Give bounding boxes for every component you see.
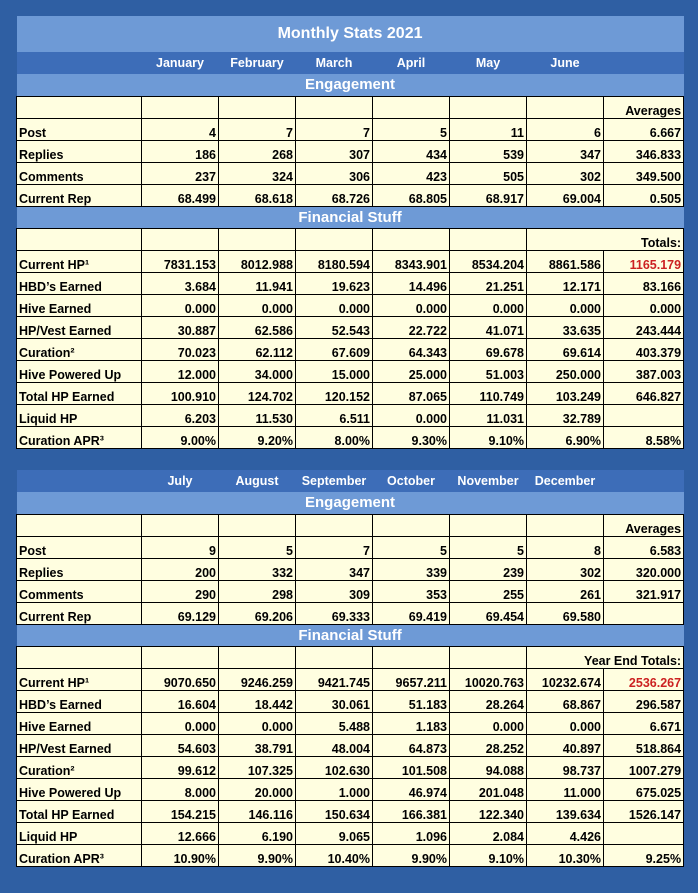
row-label: Current HP¹: [17, 250, 142, 272]
value-cell: 100.910: [142, 382, 219, 404]
value-cell: 62.586: [219, 316, 296, 338]
value-cell: 6.203: [142, 404, 219, 426]
value-cell: 1.000: [296, 778, 373, 800]
summary-cell: 6.667: [604, 118, 684, 140]
value-cell: 68.618: [219, 184, 296, 206]
table-row: [17, 734, 684, 756]
value-cell: 9.20%: [219, 426, 296, 448]
section-title-engagement: Engagement: [17, 492, 684, 514]
row-label: Hive Powered Up: [17, 360, 142, 382]
value-cell: 69.004: [527, 184, 604, 206]
note-row: [17, 96, 684, 118]
value-cell: 11.530: [219, 404, 296, 426]
month-header: January: [142, 52, 219, 74]
row-label: Curation APR³: [17, 844, 142, 866]
value-cell: 69.129: [142, 602, 219, 624]
summary-cell: 2536.267: [604, 668, 684, 690]
title-row: [17, 16, 684, 52]
value-cell: 306: [296, 162, 373, 184]
value-cell: 9.90%: [219, 844, 296, 866]
value-cell: 332: [219, 558, 296, 580]
blank-cell: [219, 514, 296, 536]
value-cell: 87.065: [373, 382, 450, 404]
value-cell: 9.065: [296, 822, 373, 844]
note-row: [17, 514, 684, 536]
summary-cell: 346.833: [604, 140, 684, 162]
summary-cell: 1007.279: [604, 756, 684, 778]
value-cell: 68.867: [527, 690, 604, 712]
value-cell: 30.887: [142, 316, 219, 338]
summary-cell: 1165.179: [604, 250, 684, 272]
page-title: Monthly Stats 2021: [17, 16, 684, 52]
summary-cell: 6.583: [604, 536, 684, 558]
blank-cell: [17, 514, 142, 536]
blank-cell: [450, 646, 527, 668]
summary-cell: 9.25%: [604, 844, 684, 866]
value-cell: 28.264: [450, 690, 527, 712]
value-cell: 98.737: [527, 756, 604, 778]
table-row: [17, 426, 684, 448]
blank-cell: [527, 514, 604, 536]
blank-cell: [296, 646, 373, 668]
table-row: [17, 162, 684, 184]
value-cell: 5: [373, 536, 450, 558]
value-cell: 7831.153: [142, 250, 219, 272]
table-row: [17, 712, 684, 734]
blank-cell: [373, 514, 450, 536]
summary-cell: 83.166: [604, 272, 684, 294]
blank-cell: [450, 96, 527, 118]
note-row: [17, 228, 684, 250]
blank-cell: [296, 514, 373, 536]
value-cell: 38.791: [219, 734, 296, 756]
value-cell: 8.00%: [296, 426, 373, 448]
row-label: HP/Vest Earned: [17, 734, 142, 756]
summary-cell: 0.505: [604, 184, 684, 206]
value-cell: 18.442: [219, 690, 296, 712]
value-cell: 324: [219, 162, 296, 184]
value-cell: 101.508: [373, 756, 450, 778]
table-row: [17, 690, 684, 712]
row-label: Curation APR³: [17, 426, 142, 448]
month-header: June: [527, 52, 604, 74]
value-cell: 62.112: [219, 338, 296, 360]
value-cell: 68.726: [296, 184, 373, 206]
row-label: Comments: [17, 162, 142, 184]
value-cell: 21.251: [450, 272, 527, 294]
value-cell: 0.000: [373, 404, 450, 426]
value-cell: 1.096: [373, 822, 450, 844]
value-cell: 32.789: [527, 404, 604, 426]
month-header: August: [219, 470, 296, 492]
value-cell: 6.90%: [527, 426, 604, 448]
table-row: [17, 822, 684, 844]
value-cell: 8534.204: [450, 250, 527, 272]
value-cell: 107.325: [219, 756, 296, 778]
row-label: Current HP¹: [17, 668, 142, 690]
row-label: HBD’s Earned: [17, 690, 142, 712]
value-cell: 0.000: [219, 294, 296, 316]
column-note: Averages: [604, 514, 684, 536]
section-header-financial: [17, 206, 684, 228]
table-row: [17, 756, 684, 778]
value-cell: 67.609: [296, 338, 373, 360]
value-cell: 120.152: [296, 382, 373, 404]
blank-cell: [450, 514, 527, 536]
month-header: September: [296, 470, 373, 492]
value-cell: 46.974: [373, 778, 450, 800]
blank-cell: [142, 514, 219, 536]
value-cell: 12.000: [142, 360, 219, 382]
value-cell: 423: [373, 162, 450, 184]
row-label: Replies: [17, 558, 142, 580]
value-cell: 22.722: [373, 316, 450, 338]
value-cell: 154.215: [142, 800, 219, 822]
value-cell: 30.061: [296, 690, 373, 712]
row-label: Hive Powered Up: [17, 778, 142, 800]
row-label: Total HP Earned: [17, 800, 142, 822]
value-cell: 1.183: [373, 712, 450, 734]
value-cell: 25.000: [373, 360, 450, 382]
value-cell: 10232.674: [527, 668, 604, 690]
row-label: Liquid HP: [17, 822, 142, 844]
row-label: Current Rep: [17, 184, 142, 206]
row-label: HBD’s Earned: [17, 272, 142, 294]
value-cell: 9.10%: [450, 844, 527, 866]
row-label: Comments: [17, 580, 142, 602]
value-cell: 70.023: [142, 338, 219, 360]
value-cell: 10.30%: [527, 844, 604, 866]
value-cell: 102.630: [296, 756, 373, 778]
summary-cell: 387.003: [604, 360, 684, 382]
value-cell: 290: [142, 580, 219, 602]
blank-cell: [17, 228, 142, 250]
month-header-blank: [17, 52, 142, 74]
table-row: [17, 272, 684, 294]
value-cell: 200: [142, 558, 219, 580]
value-cell: 239: [450, 558, 527, 580]
value-cell: 20.000: [219, 778, 296, 800]
section-title-financial: Financial Stuff: [17, 624, 684, 646]
value-cell: 0.000: [142, 712, 219, 734]
value-cell: 0.000: [527, 712, 604, 734]
month-header: October: [373, 470, 450, 492]
summary-cell: 518.864: [604, 734, 684, 756]
table-row: [17, 184, 684, 206]
summary-cell: 296.587: [604, 690, 684, 712]
month-header: April: [373, 52, 450, 74]
value-cell: 9.30%: [373, 426, 450, 448]
value-cell: 19.623: [296, 272, 373, 294]
row-label: HP/Vest Earned: [17, 316, 142, 338]
value-cell: 302: [527, 558, 604, 580]
value-cell: 64.343: [373, 338, 450, 360]
value-cell: 69.333: [296, 602, 373, 624]
value-cell: 103.249: [527, 382, 604, 404]
value-cell: 166.381: [373, 800, 450, 822]
value-cell: 353: [373, 580, 450, 602]
blank-cell: [296, 228, 373, 250]
value-cell: 268: [219, 140, 296, 162]
value-cell: 186: [142, 140, 219, 162]
table-row: [17, 316, 684, 338]
column-note: Year End Totals:: [527, 646, 684, 668]
row-label: Post: [17, 536, 142, 558]
value-cell: 6: [527, 118, 604, 140]
value-cell: 5: [450, 536, 527, 558]
blank-cell: [373, 646, 450, 668]
value-cell: 9.00%: [142, 426, 219, 448]
value-cell: 11.941: [219, 272, 296, 294]
value-cell: 54.603: [142, 734, 219, 756]
table-row: [17, 250, 684, 272]
value-cell: 69.678: [450, 338, 527, 360]
table-row: [17, 800, 684, 822]
summary-cell: 1526.147: [604, 800, 684, 822]
value-cell: 7: [296, 536, 373, 558]
summary-cell: 675.025: [604, 778, 684, 800]
value-cell: 255: [450, 580, 527, 602]
month-header-blank: [604, 52, 684, 74]
value-cell: 0.000: [527, 294, 604, 316]
blank-cell: [142, 646, 219, 668]
value-cell: 0.000: [450, 712, 527, 734]
value-cell: 5.488: [296, 712, 373, 734]
value-cell: 40.897: [527, 734, 604, 756]
blank-cell: [142, 228, 219, 250]
value-cell: 52.543: [296, 316, 373, 338]
row-label: Curation²: [17, 338, 142, 360]
blank-cell: [373, 228, 450, 250]
summary-cell: 320.000: [604, 558, 684, 580]
summary-cell: 6.671: [604, 712, 684, 734]
value-cell: 9.10%: [450, 426, 527, 448]
value-cell: 0.000: [373, 294, 450, 316]
value-cell: 347: [296, 558, 373, 580]
value-cell: 250.000: [527, 360, 604, 382]
value-cell: 6.511: [296, 404, 373, 426]
value-cell: 4: [142, 118, 219, 140]
value-cell: 505: [450, 162, 527, 184]
table-row: [17, 778, 684, 800]
value-cell: 261: [527, 580, 604, 602]
value-cell: 10020.763: [450, 668, 527, 690]
value-cell: 302: [527, 162, 604, 184]
row-label: Post: [17, 118, 142, 140]
blank-cell: [142, 96, 219, 118]
row-label: Current Rep: [17, 602, 142, 624]
table-row: [17, 404, 684, 426]
value-cell: 7: [219, 118, 296, 140]
value-cell: 3.684: [142, 272, 219, 294]
value-cell: 14.496: [373, 272, 450, 294]
value-cell: 11.000: [527, 778, 604, 800]
value-cell: 5: [219, 536, 296, 558]
value-cell: 9070.650: [142, 668, 219, 690]
section-header-financial: [17, 624, 684, 646]
summary-cell: 321.917: [604, 580, 684, 602]
blank-cell: [17, 646, 142, 668]
value-cell: 51.183: [373, 690, 450, 712]
value-cell: 69.454: [450, 602, 527, 624]
value-cell: 68.499: [142, 184, 219, 206]
month-header: May: [450, 52, 527, 74]
table-row: [17, 338, 684, 360]
value-cell: 12.171: [527, 272, 604, 294]
column-note: Totals:: [527, 228, 684, 250]
spacer-row: [17, 448, 684, 470]
table-row: [17, 580, 684, 602]
value-cell: 8180.594: [296, 250, 373, 272]
value-cell: 16.604: [142, 690, 219, 712]
value-cell: 8861.586: [527, 250, 604, 272]
value-cell: 11: [450, 118, 527, 140]
blank-cell: [219, 228, 296, 250]
value-cell: 347: [527, 140, 604, 162]
table-row: [17, 536, 684, 558]
value-cell: 7: [296, 118, 373, 140]
value-cell: 34.000: [219, 360, 296, 382]
blank-cell: [17, 96, 142, 118]
table-row: [17, 294, 684, 316]
value-cell: 9: [142, 536, 219, 558]
month-header: March: [296, 52, 373, 74]
section-header-engagement: [17, 492, 684, 514]
value-cell: 9421.745: [296, 668, 373, 690]
value-cell: 68.805: [373, 184, 450, 206]
value-cell: 9246.259: [219, 668, 296, 690]
value-cell: 64.873: [373, 734, 450, 756]
value-cell: 237: [142, 162, 219, 184]
row-label: Curation²: [17, 756, 142, 778]
value-cell: 122.340: [450, 800, 527, 822]
table-row: [17, 360, 684, 382]
blank-cell: [219, 96, 296, 118]
value-cell: 12.666: [142, 822, 219, 844]
value-cell: 11.031: [450, 404, 527, 426]
note-row: [17, 646, 684, 668]
blank-cell: [527, 96, 604, 118]
value-cell: 150.634: [296, 800, 373, 822]
blank-cell: [296, 96, 373, 118]
value-cell: 0.000: [142, 294, 219, 316]
value-cell: 0.000: [219, 712, 296, 734]
value-cell: 8.000: [142, 778, 219, 800]
row-label: Hive Earned: [17, 712, 142, 734]
value-cell: 41.071: [450, 316, 527, 338]
value-cell: 15.000: [296, 360, 373, 382]
value-cell: 10.90%: [142, 844, 219, 866]
table-row: [17, 844, 684, 866]
table-row: [17, 668, 684, 690]
value-cell: 28.252: [450, 734, 527, 756]
row-label: Replies: [17, 140, 142, 162]
month-header-row: [17, 470, 684, 492]
value-cell: 434: [373, 140, 450, 162]
summary-cell: 646.827: [604, 382, 684, 404]
table-row: [17, 558, 684, 580]
value-cell: 69.206: [219, 602, 296, 624]
month-header-blank: [17, 470, 142, 492]
value-cell: 99.612: [142, 756, 219, 778]
spacer-cell: [17, 448, 684, 470]
value-cell: 9.90%: [373, 844, 450, 866]
row-label: Hive Earned: [17, 294, 142, 316]
value-cell: 4.426: [527, 822, 604, 844]
value-cell: 8343.901: [373, 250, 450, 272]
table-row: [17, 602, 684, 624]
value-cell: 9657.211: [373, 668, 450, 690]
value-cell: 33.635: [527, 316, 604, 338]
section-header-engagement: [17, 74, 684, 96]
stats-table: [16, 16, 684, 867]
summary-cell: 243.444: [604, 316, 684, 338]
value-cell: 10.40%: [296, 844, 373, 866]
table-row: [17, 140, 684, 162]
value-cell: 124.702: [219, 382, 296, 404]
month-header: July: [142, 470, 219, 492]
value-cell: 0.000: [296, 294, 373, 316]
value-cell: 48.004: [296, 734, 373, 756]
value-cell: 94.088: [450, 756, 527, 778]
value-cell: 539: [450, 140, 527, 162]
value-cell: 110.749: [450, 382, 527, 404]
value-cell: 146.116: [219, 800, 296, 822]
summary-cell: 349.500: [604, 162, 684, 184]
value-cell: 8: [527, 536, 604, 558]
month-header: December: [527, 470, 604, 492]
table-row: [17, 382, 684, 404]
summary-cell: 0.000: [604, 294, 684, 316]
row-label: Total HP Earned: [17, 382, 142, 404]
value-cell: 201.048: [450, 778, 527, 800]
value-cell: 2.084: [450, 822, 527, 844]
section-title-financial: Financial Stuff: [17, 206, 684, 228]
summary-cell: [604, 602, 684, 624]
summary-cell: [604, 404, 684, 426]
value-cell: 307: [296, 140, 373, 162]
month-header: February: [219, 52, 296, 74]
blank-cell: [219, 646, 296, 668]
table-row: [17, 118, 684, 140]
value-cell: 5: [373, 118, 450, 140]
summary-cell: 8.58%: [604, 426, 684, 448]
section-title-engagement: Engagement: [17, 74, 684, 96]
value-cell: 8012.988: [219, 250, 296, 272]
summary-cell: [604, 822, 684, 844]
value-cell: 0.000: [450, 294, 527, 316]
blank-cell: [450, 228, 527, 250]
value-cell: 298: [219, 580, 296, 602]
value-cell: 339: [373, 558, 450, 580]
month-header-blank: [604, 470, 684, 492]
column-note: Averages: [604, 96, 684, 118]
summary-cell: 403.379: [604, 338, 684, 360]
month-header-row: [17, 52, 684, 74]
value-cell: 69.580: [527, 602, 604, 624]
value-cell: 51.003: [450, 360, 527, 382]
month-header: November: [450, 470, 527, 492]
value-cell: 68.917: [450, 184, 527, 206]
value-cell: 309: [296, 580, 373, 602]
value-cell: 69.419: [373, 602, 450, 624]
value-cell: 139.634: [527, 800, 604, 822]
value-cell: 69.614: [527, 338, 604, 360]
value-cell: 6.190: [219, 822, 296, 844]
blank-cell: [373, 96, 450, 118]
row-label: Liquid HP: [17, 404, 142, 426]
